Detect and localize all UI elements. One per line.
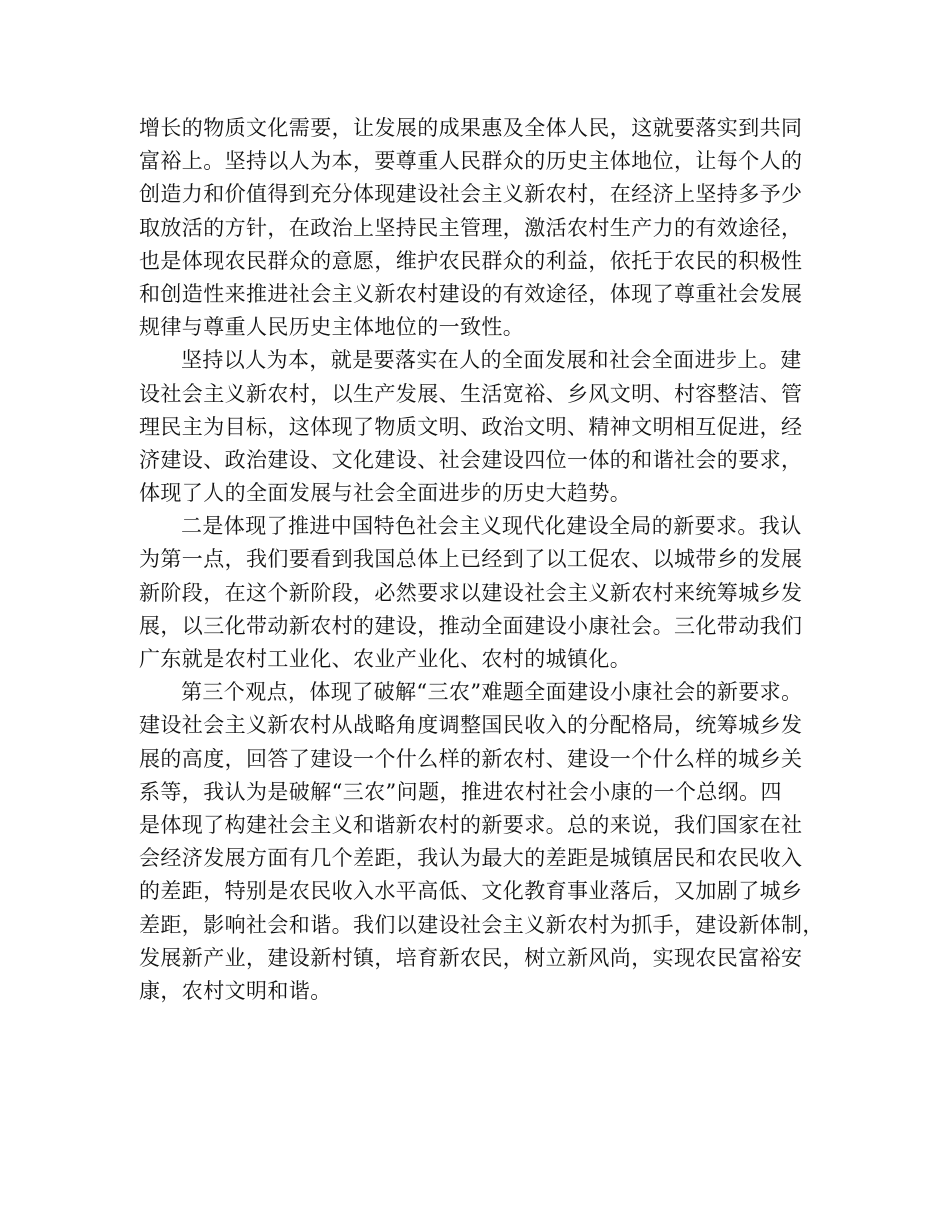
text-line: 广东就是农村工业化、农业产业化、农村的城镇化。 [139,647,632,671]
text-line: 济建设、政治建设、文化建设、社会建设四位一体的和谐社会的要求， [139,447,803,472]
paragraph-first-line: 第三个观点，体现了破解“三农”难题全面建设小康社会的新要求。 [181,680,803,705]
text-line: 会经济发展方面有几个差距，我认为最大的差距是城镇居民和农民收入 [139,846,803,871]
paragraph-first-line: 坚持以人为本，就是要落实在人的全面发展和社会全面进步上。建 [181,348,802,373]
text-line: 规律与尊重人民历史主体地位的一致性。 [139,315,525,340]
body-text [139,112,829,1008]
text-line: 是体现了构建社会主义和谐新农村的新要求。总的来说，我们国家在社 [139,812,803,837]
text-line: 为第一点，我们要看到我国总体上已经到了以工促农、以城带乡的发展 [139,547,803,572]
text-line: 展，以三化带动新农村的建设，推动全面建设小康社会。三化带动我们 [139,613,803,638]
text-line: 富裕上。坚持以人为本，要尊重人民群众的历史主体地位，让每个人的 [139,149,803,174]
text-line: 系等，我认为是破解“三农”问题，推进农村社会小康的一个总纲。四 [139,779,782,804]
text-line: 取放活的方针，在政治上坚持民主管理，激活农村生产力的有效途径， [139,215,803,240]
text-line: 体现了人的全面发展与社会全面进步的历史大趋势。 [139,481,632,506]
paragraph-first-line: 二是体现了推进中国特色社会主义现代化建设全局的新要求。我认 [181,514,802,539]
text-line: 设社会主义新农村，以生产发展、生活宽裕、乡风文明、村容整洁、管 [139,381,803,406]
text-line: 康，农村文明和谐。 [139,978,332,1003]
text-line: 的差距，特别是农民收入水平高低、文化教育事业落后，又加剧了城乡 [139,879,803,904]
text-line: 新阶段，在这个新阶段，必然要求以建设社会主义新农村来统筹城乡发 [139,580,803,605]
text-line: 和创造性来推进社会主义新农村建设的有效途径，体现了尊重社会发展 [139,281,803,306]
text-line: 增长的物质文化需要，让发展的成果惠及全体人民，这就要落实到共同 [139,116,803,140]
text-line: 发展新产业，建设新村镇，培育新农民，树立新风尚，实现农民富裕安 [139,945,803,970]
text-line: 理民主为目标，这体现了物质文明、政治文明、精神文明相互促进，经 [139,414,803,439]
text-line: 建设社会主义新农村从战略角度调整国民收入的分配格局，统筹城乡发 [139,713,803,738]
text-line: 创造力和价值得到充分体现建设社会主义新农村，在经济上坚持多予少 [139,182,803,207]
text-line: 也是体现农民群众的意愿，维护农民群众的利益，依托于农民的积极性 [139,248,803,273]
text-line: 差距，影响社会和谐。我们以建设社会主义新农村为抓手，建设新体制， [139,912,824,937]
text-line: 展的高度，回答了建设一个什么样的新农村、建设一个什么样的城乡关 [139,746,803,771]
